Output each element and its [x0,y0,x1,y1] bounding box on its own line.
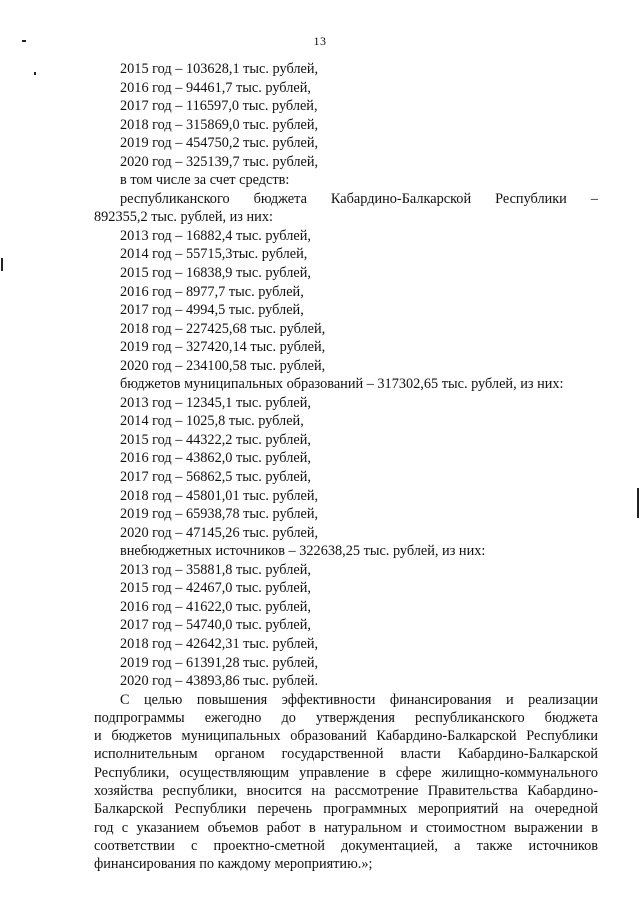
scan-artifact [637,488,639,518]
paragraph-line: финансирования по каждому мероприятию.»; [94,856,373,873]
budget-line: 2017 год – 4994,5 тыс. рублей, [120,302,304,319]
municipal-budget-heading: бюджетов муниципальных образований – 317302,65 тыс. рублей, из них: [120,376,564,393]
budget-line: 2016 год – 41622,0 тыс. рублей, [120,598,311,615]
funding-sources-heading: в том числе за счет средств: [120,172,290,189]
budget-line: 2014 год – 55715,3тыс. рублей, [120,246,308,263]
page-number: 13 [313,34,327,48]
budget-line: 2015 год – 44322,2 тыс. рублей, [120,431,311,448]
budget-line: 2020 год – 325139,7 тыс. рублей, [120,153,319,170]
budget-line: 2018 год – 42642,31 тыс. рублей, [120,635,319,652]
budget-line: 2019 год – 327420,14 тыс. рублей, [120,339,326,356]
paragraph-line: исполнительным органом государственной власти Кабардино-Балкарской [94,746,598,763]
paragraph-line: хозяйства республики, вносится на рассмотрение Правительства Кабардино- [94,783,598,800]
budget-line: 2015 год – 16838,9 тыс. рублей, [120,265,311,282]
extrabudgetary-heading: внебюджетных источников – 322638,25 тыс. рублей, из них: [120,543,486,560]
budget-line: 2017 год – 56862,5 тыс. рублей, [120,469,311,486]
scan-artifact [34,72,36,75]
paragraph-line: год с указанием объемов работ в натуральном и стоимостном выражении в [94,819,598,836]
budget-line: 2017 год – 116597,0 тыс. рублей, [120,98,318,115]
paragraph-line: С целью повышения эффективности финансирования и реализации [120,691,598,708]
budget-line: 2016 год – 43862,0 тыс. рублей, [120,450,311,467]
paragraph-line: подпрограммы ежегодно до утверждения республиканского бюджета [94,709,598,726]
budget-line: 2016 год – 94461,7 тыс. рублей, [120,79,311,96]
budget-line: 2020 год – 47145,26 тыс. рублей, [120,524,319,541]
budget-line: 2013 год – 12345,1 тыс. рублей, [120,394,311,411]
budget-line: 2018 год – 227425,68 тыс. рублей, [120,320,326,337]
budget-line: 2019 год – 61391,28 тыс. рублей, [120,654,319,671]
scan-artifact [22,40,26,42]
budget-line: 2018 год – 315869,0 тыс. рублей, [120,116,319,133]
closing-paragraph [94,691,598,874]
budget-line: 2019 год – 65938,78 тыс. рублей, [120,506,319,523]
budget-line: 2020 год – 43893,86 тыс. рублей. [120,673,319,690]
paragraph-line: Балкарской Республики перечень программных мероприятий на очередной [94,801,598,818]
document-body [94,60,598,874]
budget-line: 2017 год – 54740,0 тыс. рублей, [120,617,311,634]
budget-line: 2019 год – 454750,2 тыс. рублей, [120,135,319,152]
paragraph-line: и бюджетов муниципальных образований Кабардино-Балкарской Республики [94,728,598,745]
budget-line: 2014 год – 1025,8 тыс. рублей, [120,413,304,430]
budget-line: 2013 год – 16882,4 тыс. рублей, [120,227,311,244]
budget-line: 2015 год – 103628,1 тыс. рублей, [120,61,319,77]
republican-budget-total: 892355,2 тыс. рублей, из них: [94,209,273,226]
paragraph-line: соответствии с проектно-сметной документацией, а также источников [94,837,598,854]
paragraph-line: Республики, осуществляющим управление в сфере жилищно-коммунального [94,764,598,781]
scan-artifact [1,258,3,271]
republican-budget-heading: республиканского бюджета Кабардино-Балкарской Республики – [120,190,598,207]
budget-line: 2016 год – 8977,7 тыс. рублей, [120,283,304,300]
budget-line: 2020 год – 234100,58 тыс. рублей, [120,357,326,374]
budget-line: 2018 год – 45801,01 тыс. рублей, [120,487,319,504]
budget-line: 2013 год – 35881,8 тыс. рублей, [120,561,311,578]
budget-line: 2015 год – 42467,0 тыс. рублей, [120,580,311,597]
